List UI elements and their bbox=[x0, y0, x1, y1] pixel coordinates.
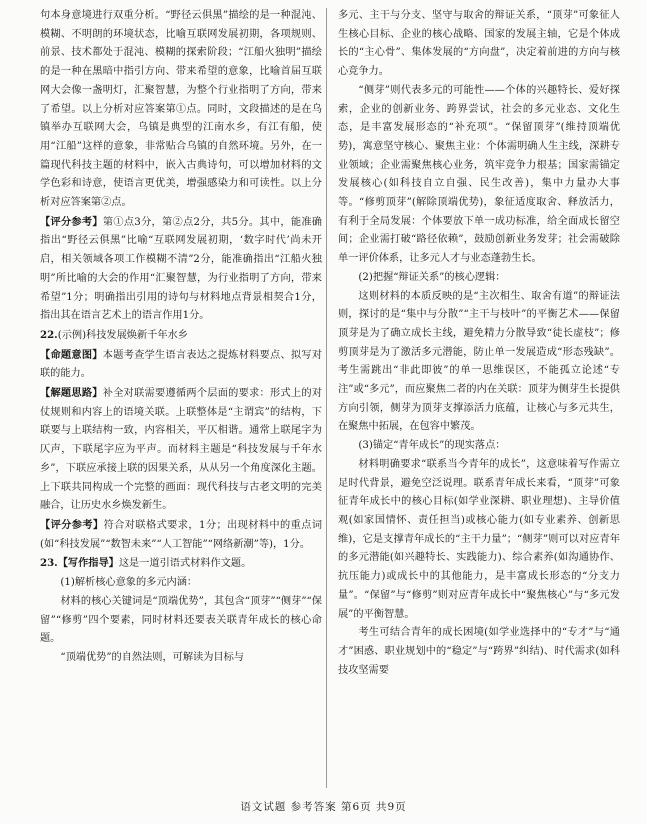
scoring-tag: 【评分参考】 bbox=[40, 215, 103, 228]
question-number: 22. bbox=[40, 328, 58, 341]
subheading-1: (1)解析核心意象的多元内涵： bbox=[60, 577, 198, 589]
question-22-scoring bbox=[40, 516, 322, 554]
question-22-answer: (示例)科技发展焕新千年水乡 bbox=[57, 329, 188, 341]
analysis-text: 补全对联需要遵循两个层面的要求：形式上的对仗规则和内容上的语境关联。上联整体是“主谓宾”的结构，下联要与上联结构一致，内容相关，平仄相谐。通常上联尾字为仄声，下联尾字应为平声。而材料主题是“科技发展与千年水乡”，下联应承接上联的因果关系，从从另一个角度深化主题。上下联共同构成一个完整的画面：现代科技与古老文明的完美融合，让历史水乡焕发新生。 bbox=[40, 388, 323, 512]
question-22-analysis bbox=[40, 384, 322, 516]
intent-tag: 【命题意图】 bbox=[40, 348, 103, 361]
page-footer: 语文试题 参考答案 第6页 共9页 bbox=[240, 801, 407, 813]
column-divider bbox=[326, 8, 327, 788]
scoring-text: 第①点3分，第②点2分，共5分。其中，能准确指出“野径云俱黑”比喻“互联网发展初期，‘数字时代’尚未开启，相关领域各项工作模糊不清”2分，能准确指出“江船火独明”所比喻的大会的作用“汇聚智慧，为行业指明了方向，带来希望”1分；明确指出引用的诗句与材料地点背景相契合1分，指出其在语言艺术上的语言作用1分。 bbox=[40, 216, 322, 322]
body-paragraph: “顶端优势”的自然法则，可解读为目标与 bbox=[60, 651, 244, 663]
left-column bbox=[40, 7, 322, 668]
body-paragraph: 材料明确要求“联系当今青年的成长”，这意味着写作需立足时代背景，避免空泛说理。联系青年成长来看，“顶芽”可象征青年成长中的核心目标(如学业深耕、职业理想)、主导价值观(如家国情怀、责任担当)或核心能力(如专业素养、创新思维)，它是支撑青年成长的“主干力量”；“侧芽”则可以对应青年的多元潜能(如兴趣特长、实践能力)、综合素养(如沟通协作、抗压能力)或成长中的其他能力，是丰富成长形态的“分支力量”。“保留”与“修剪”则对应青年成长中“聚焦核心”与“多元发展”的平衡智慧。 bbox=[338, 458, 620, 620]
writing-guide-tag: 【写作指导】 bbox=[57, 557, 119, 570]
scoring-text: 符合对联格式要求，1分；出现材料中的重点词(如“科技发展”“数智未来”“人工智能”“网络新潮”等)，1分。 bbox=[40, 519, 323, 550]
subheading-3: (3)锚定“青年成长”的现实落点： bbox=[358, 440, 506, 452]
analysis-paragraph: 句本身意境进行双重分析。“野径云俱黑”描绘的是一种混沌、模糊、不明朗的环境状态，比喻互联网发展初期，各项规则、前景、技术都处于混沌、模糊的探索阶段；“江船火独明”描绘的是一种在黑暗中指引方向、带来希望的意象，比喻首届互联网大会像一盏明灯，汇聚智慧，为整个行业指明了方向，带来了希望。以上分析对应答案第①点。同时，文段描述的是在乌镇举办互联网大会，乌镇是典型的江南水乡，有江有船，使用“江船”这样的意象，非常贴合乌镇的自然环境。另外，在一篇现代科技主题的材料中，嵌入古典诗句，可以增加材料的文学色彩和诗意，使语言更优美，增强感染力和可读性。以上分析对应答案第②点。 bbox=[40, 10, 322, 209]
body-paragraph: 考生可结合青年的成长困境(如学业选择中的“专才”与“通才”困惑、职业规划中的“稳定”与“跨界”纠结)、时代需求(如科技攻坚需要 bbox=[338, 627, 620, 676]
question-23-heading bbox=[40, 554, 322, 574]
subheading-2: (2)把握“辩证关系”的核心逻辑： bbox=[358, 271, 506, 283]
intent-text: 本题考查学生语言表达之提炼材料要点、拟写对联的能力。 bbox=[40, 349, 323, 380]
body-paragraph: 这则材料的本质反映的是“主次相生、取舍有道”的辩证法则，探讨的是“集中与分散”“主干与枝叶”的平衡艺术——保留顶芽是为了确立成长主线，避免精力分散导致“徒长虚枝”；修剪顶芽是为了激活多元潜能，防止单一发展造成“形态残缺”。考生需跳出“非此即彼”的单一思维误区，不能孤立论述“专注”或“多元”，而应聚焦二者的内在关联：顶芽为侧芽生长提供方向引领，侧芽为顶芽支撑添活力底蕴，让核心与多元共生，在聚焦中拓展，在包容中繁茂。 bbox=[338, 290, 620, 433]
right-column bbox=[338, 7, 620, 680]
question-22-intent bbox=[40, 346, 322, 384]
analysis-tag: 【解题思路】 bbox=[40, 387, 103, 400]
scoring-reference-1 bbox=[40, 213, 322, 326]
question-22-heading bbox=[40, 326, 322, 346]
body-paragraph: “侧芽”则代表多元的可能性——个体的兴趣特长、爱好探索，企业的创新业务、跨界尝试，社会的多元业态、文化生态，是丰富发展形态的“补充项”。“保留顶芽”(维持顶端优势)，寓意坚守核心、聚焦主业：个体需明确人生主线，深耕专业领域；企业需聚焦核心业务，筑牢竞争力根基；国家需锚定发展核心(如科技自立自强、民生改善)，集中力量办大事等。“修剪顶芽”(解除顶端优势)，象征适度取舍、释放活力，有利于全局发展：个体要放下单一成功标准，给全面成长留空间；企业需打破“路径依赖”，鼓励创新业务发芽；社会需破除单一评价体系，让多元人才与业态蓬勃生长。 bbox=[338, 84, 620, 265]
body-paragraph: 多元、主干与分支、坚守与取舍的辩证关系，“顶芽”可象征人生核心目标、企业的核心战略、国家的发展主轴，它是个体成长的“主心骨”、集体发展的“方向盘”，决定着前进的方向与核心竞争力。 bbox=[338, 10, 620, 78]
writing-guide-text: 这是一道引语式材料作文题。 bbox=[118, 558, 252, 570]
question-number: 23. bbox=[40, 557, 58, 570]
scoring-tag: 【评分参考】 bbox=[40, 518, 104, 531]
body-paragraph: 材料的核心关键词是“顶端优势”，其包含“顶芽”“侧芽”“保留”“修剪”四个要素，同时材料还要表关联青年成长的核心命题。 bbox=[40, 595, 322, 645]
